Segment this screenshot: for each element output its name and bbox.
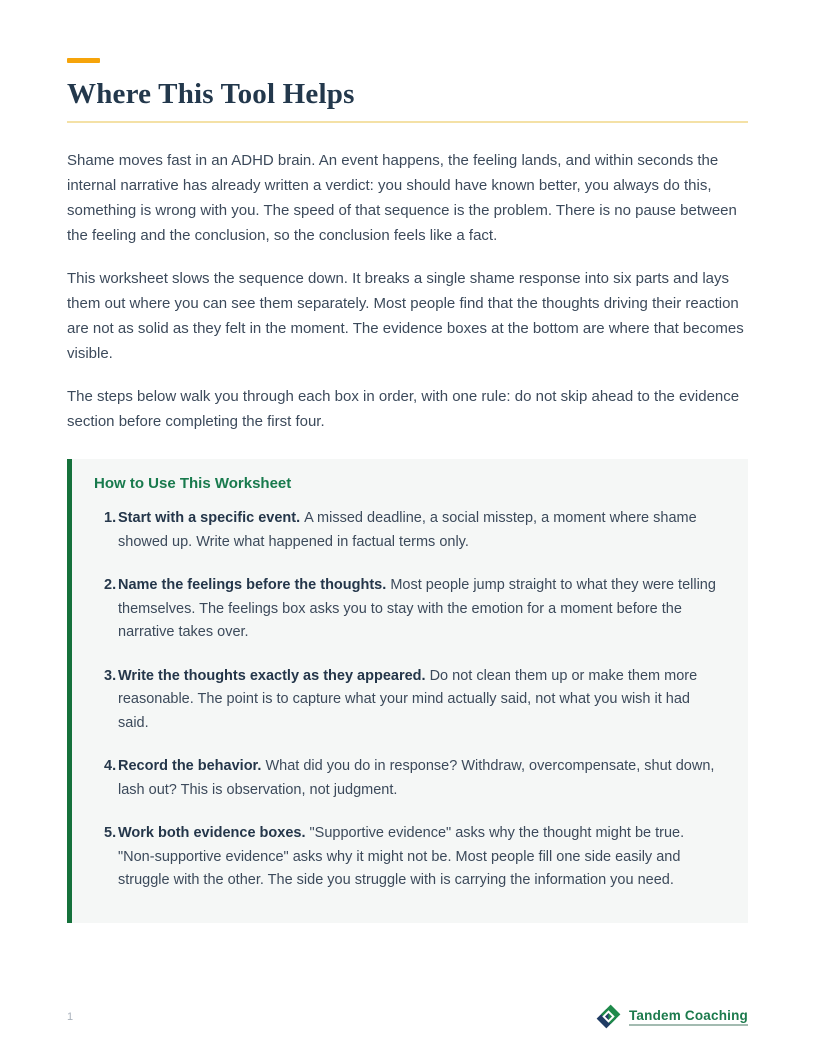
step-body: What did you do in response? Withdraw, overcompensate, shut down, lash out? This is observation, not judgment. [118,758,715,798]
step-number: 5. [104,825,117,842]
step-lead: Write the thoughts exactly as they appeared. [118,667,426,684]
page-number: 1 [67,1010,74,1023]
step-lead: Record the behavior. [118,758,262,775]
title-divider [67,121,748,123]
step-text [118,665,724,736]
brand-logo [595,1003,748,1030]
how-to-step-5 [89,822,724,893]
step-text [118,574,724,645]
step-body: Most people jump straight to what they were telling themselves. The feelings box asks you to stay with the emotion for a moment before the narrative takes over. [118,577,716,641]
page-title: Where This Tool Helps [67,78,355,110]
brand-name: Tandem Coaching [629,1008,748,1026]
how-to-step-1 [89,507,724,554]
intro-paragraph-1: Shame moves fast in an ADHD brain. An event happens, the feeling lands, and within seconds the internal narrative has already written a verdict: you should have known better, you always do this, something is wrong with you. The speed of that sequence is the problem. There is no pause between the feeling and the conclusion, so the conclusion feels like a fact. [67,152,737,245]
accent-dash [67,58,100,63]
page-content [67,0,748,923]
step-lead: Start with a specific event. [118,510,301,527]
page-footer [67,1003,748,1030]
step-body: "Supportive evidence" asks why the thought might be true. "Non-supportive evidence" asks why it might not be. Most people fill one side easily and struggle with the other. The side you struggle with is carrying the information you need. [118,825,685,889]
intro-paragraph-3: The steps below walk you through each box in order, with one rule: do not skip ahead to the evidence section before completing the first four. [67,388,740,431]
how-to-step-4 [89,755,724,802]
callout-title: How to Use This Worksheet [94,475,292,493]
tandem-diamond-icon [595,1003,622,1030]
step-lead: Work both evidence boxes. [118,825,306,842]
step-body: A missed deadline, a social misstep, a moment where shame showed up. Write what happened in factual terms only. [118,510,697,550]
how-to-steps-list [89,507,724,893]
how-to-step-3 [89,665,724,736]
step-body: Do not clean them up or make them more reasonable. The point is to capture what your mind actually said, not what you wish it had said. [118,667,698,731]
step-number: 1. [104,510,117,527]
intro-paragraph-2: This worksheet slows the sequence down. It breaks a single shame response into six parts and lays them out where you can see them separately. Most people find that the thoughts driving their reaction are not as solid as they felt in the moment. The evidence boxes at the bottom are where that becomes visible. [67,270,744,363]
step-number: 4. [104,758,117,775]
step-number: 3. [104,667,117,684]
how-to-callout [67,459,748,923]
step-text [118,507,724,554]
step-text [118,822,724,893]
how-to-step-2 [89,574,724,645]
step-text [118,755,724,802]
step-lead: Name the feelings before the thoughts. [118,577,387,594]
step-number: 2. [104,577,117,594]
